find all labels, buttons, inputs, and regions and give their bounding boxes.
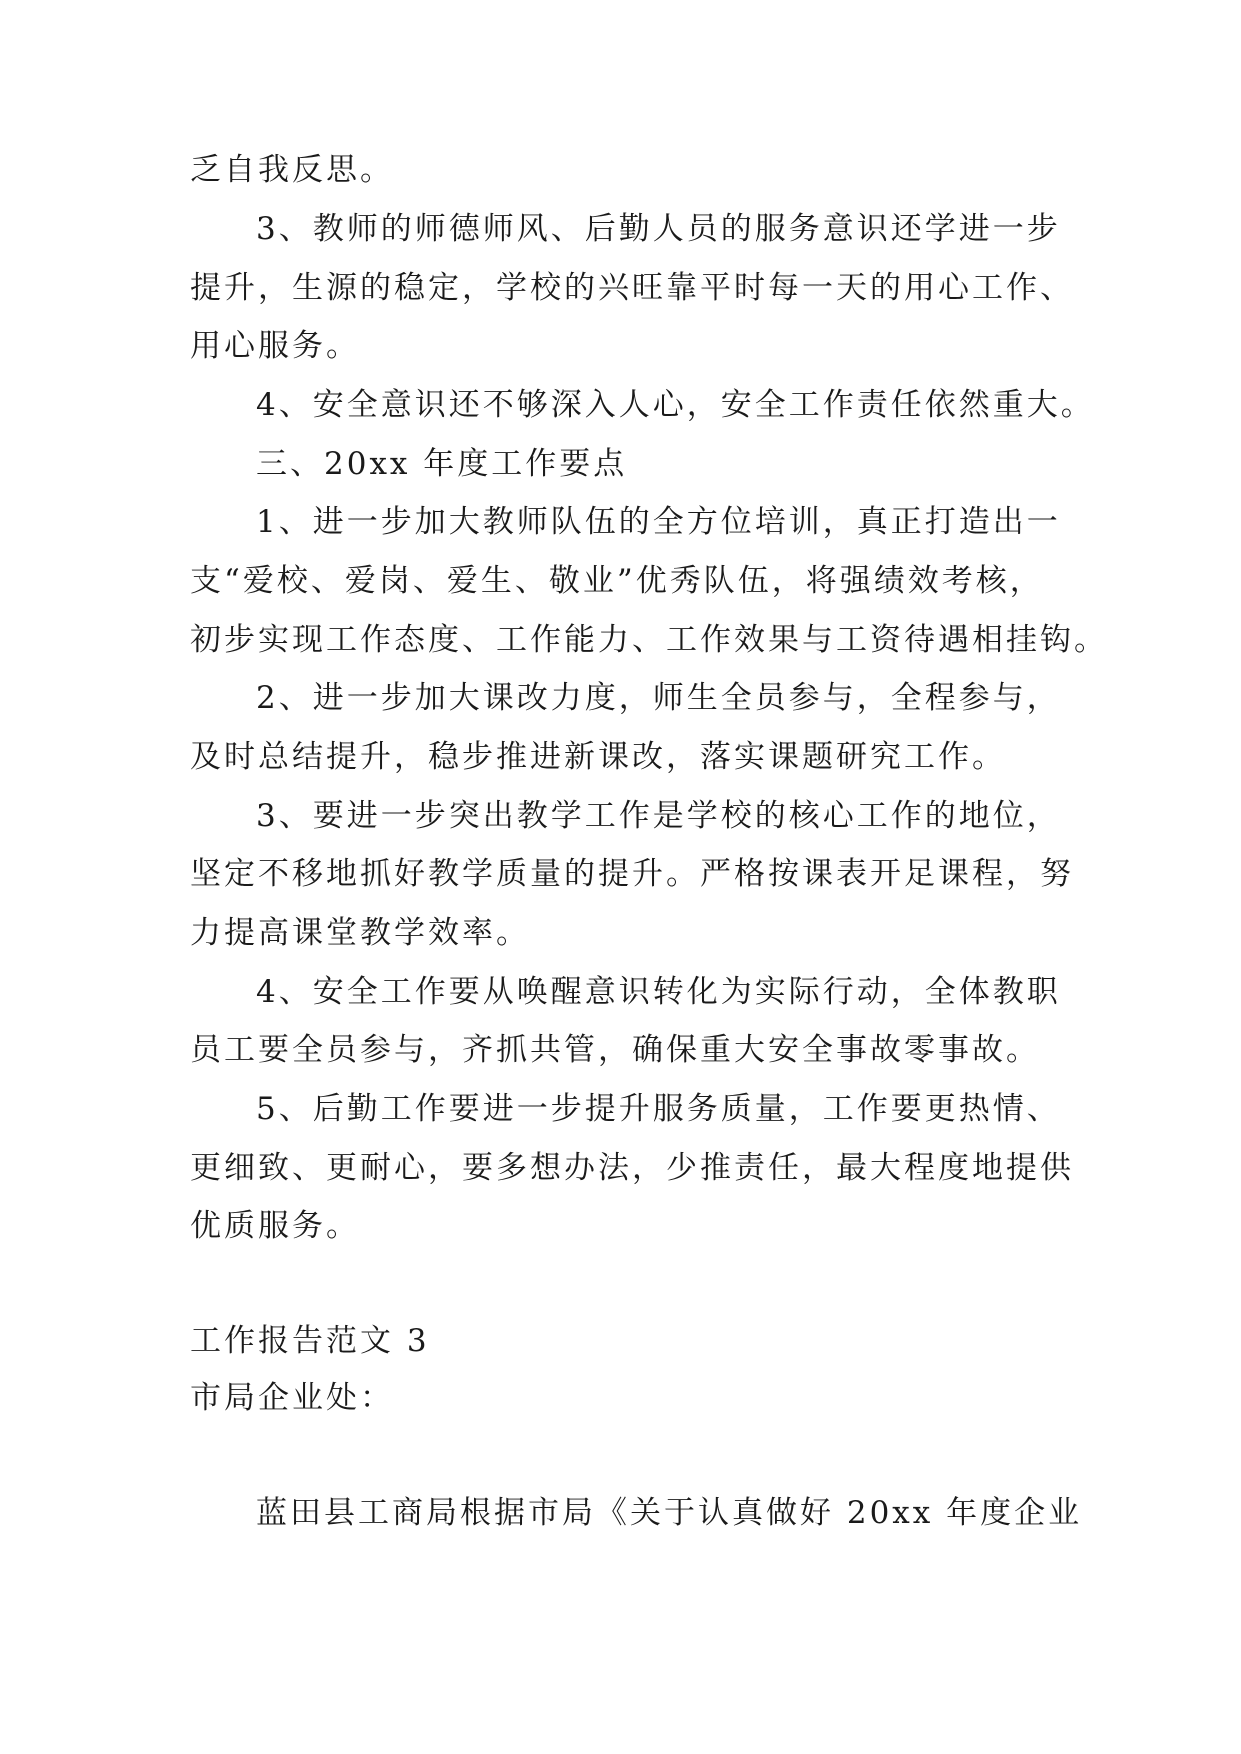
paragraph-line: 3、要进一步突出教学工作是学校的核心工作的地位， [256, 798, 1061, 834]
paragraph-line: 支“爱校、爱岗、爱生、敬业”优秀队伍，将强绩效考核， [190, 563, 1044, 599]
paragraph-line: 4、安全意识还不够深入人心，安全工作责任依然重大。 [256, 387, 1095, 423]
paragraph-line: 员工要全员参与，齐抓共管，确保重大安全事故零事故。 [190, 1032, 1040, 1068]
paragraph-line: 1、进一步加大教师队伍的全方位培训，真正打造出一 [256, 504, 1061, 540]
document-title: 工作报告范文 3 [190, 1323, 430, 1359]
paragraph-line: 用心服务。 [190, 328, 360, 364]
paragraph-line: 提升，生源的稳定，学校的兴旺靠平时每一天的用心工作、 [190, 270, 1074, 306]
paragraph-line: 4、安全工作要从唤醒意识转化为实际行动，全体教职 [256, 974, 1061, 1010]
paragraph-line: 更细致、更耐心，要多想办法，少推责任，最大程度地提供 [190, 1150, 1074, 1186]
paragraph-line: 力提高课堂教学效率。 [190, 915, 530, 951]
paragraph-line: 优质服务。 [190, 1208, 360, 1244]
paragraph-line: 5、后勤工作要进一步提升服务质量，工作要更热情、 [256, 1091, 1061, 1127]
paragraph-line: 初步实现工作态度、工作能力、工作效果与工资待遇相挂钩。 [190, 622, 1108, 658]
paragraph-line: 蓝田县工商局根据市局《关于认真做好 20xx 年度企业 [256, 1495, 1083, 1531]
paragraph-line: 乏自我反思。 [190, 152, 394, 188]
section-heading: 三、20xx 年度工作要点 [256, 446, 628, 482]
paragraph-line: 及时总结提升，稳步推进新课改，落实课题研究工作。 [190, 739, 1006, 775]
paragraph-line: 坚定不移地抓好教学质量的提升。严格按课表开足课程，努 [190, 856, 1074, 892]
paragraph-line: 2、进一步加大课改力度，师生全员参与，全程参与， [256, 680, 1061, 716]
addressee-line: 市局企业处： [190, 1380, 394, 1416]
paragraph-line: 3、教师的师德师风、后勤人员的服务意识还学进一步 [256, 211, 1061, 247]
